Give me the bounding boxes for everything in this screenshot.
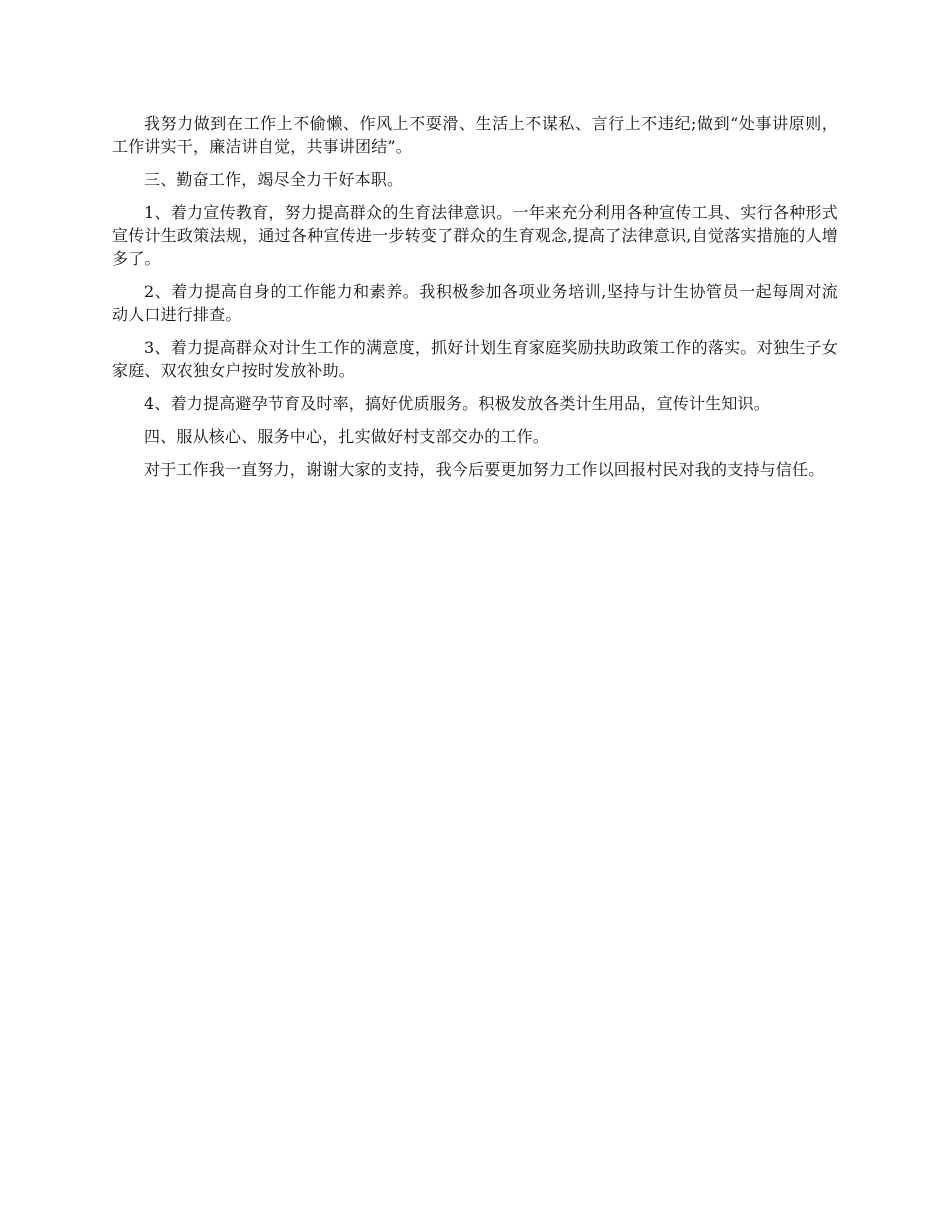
paragraph-closing: 对于工作我一直努力，谢谢大家的支持，我今后要更加努力工作以回报村民对我的支持与信任。 xyxy=(144,460,825,479)
paragraph-item-2: 2、着力提高自身的工作能力和素养。我积极参加各项业务培训,坚持与计生协管员一起每周对流动人口进行排查。 xyxy=(112,282,838,324)
paragraph-item-4: 4、着力提高避孕节育及时率，搞好优质服务。积极发放各类计生用品，宣传计生知识。 xyxy=(144,394,770,413)
document-body xyxy=(112,112,838,491)
paragraph-integrity: 我努力做到在工作上不偷懒、作风上不耍滑、生活上不谋私、言行上不违纪;做到“处事讲原则，工作讲实干，廉洁讲自觉，共事讲团结”。 xyxy=(112,114,838,156)
paragraph-item-3: 3、着力提高群众对计生工作的满意度，抓好计划生育家庭奖励扶助政策工作的落实。对独生子女家庭、双农独女户按时发放补助。 xyxy=(112,338,838,380)
paragraph-item-1: 1、着力宣传教育，努力提高群众的生育法律意识。一年来充分利用各种宣传工具、实行各种形式宣传计生政策法规，通过各种宣传进一步转变了群众的生育观念,提高了法律意识,自觉落实措施的人增多了。 xyxy=(112,203,838,268)
section-heading-diligent-work: 三、勤奋工作，竭尽全力干好本职。 xyxy=(144,170,404,189)
section-heading-obey-core: 四、服从核心、服务中心，扎实做好村支部交办的工作。 xyxy=(144,427,550,446)
